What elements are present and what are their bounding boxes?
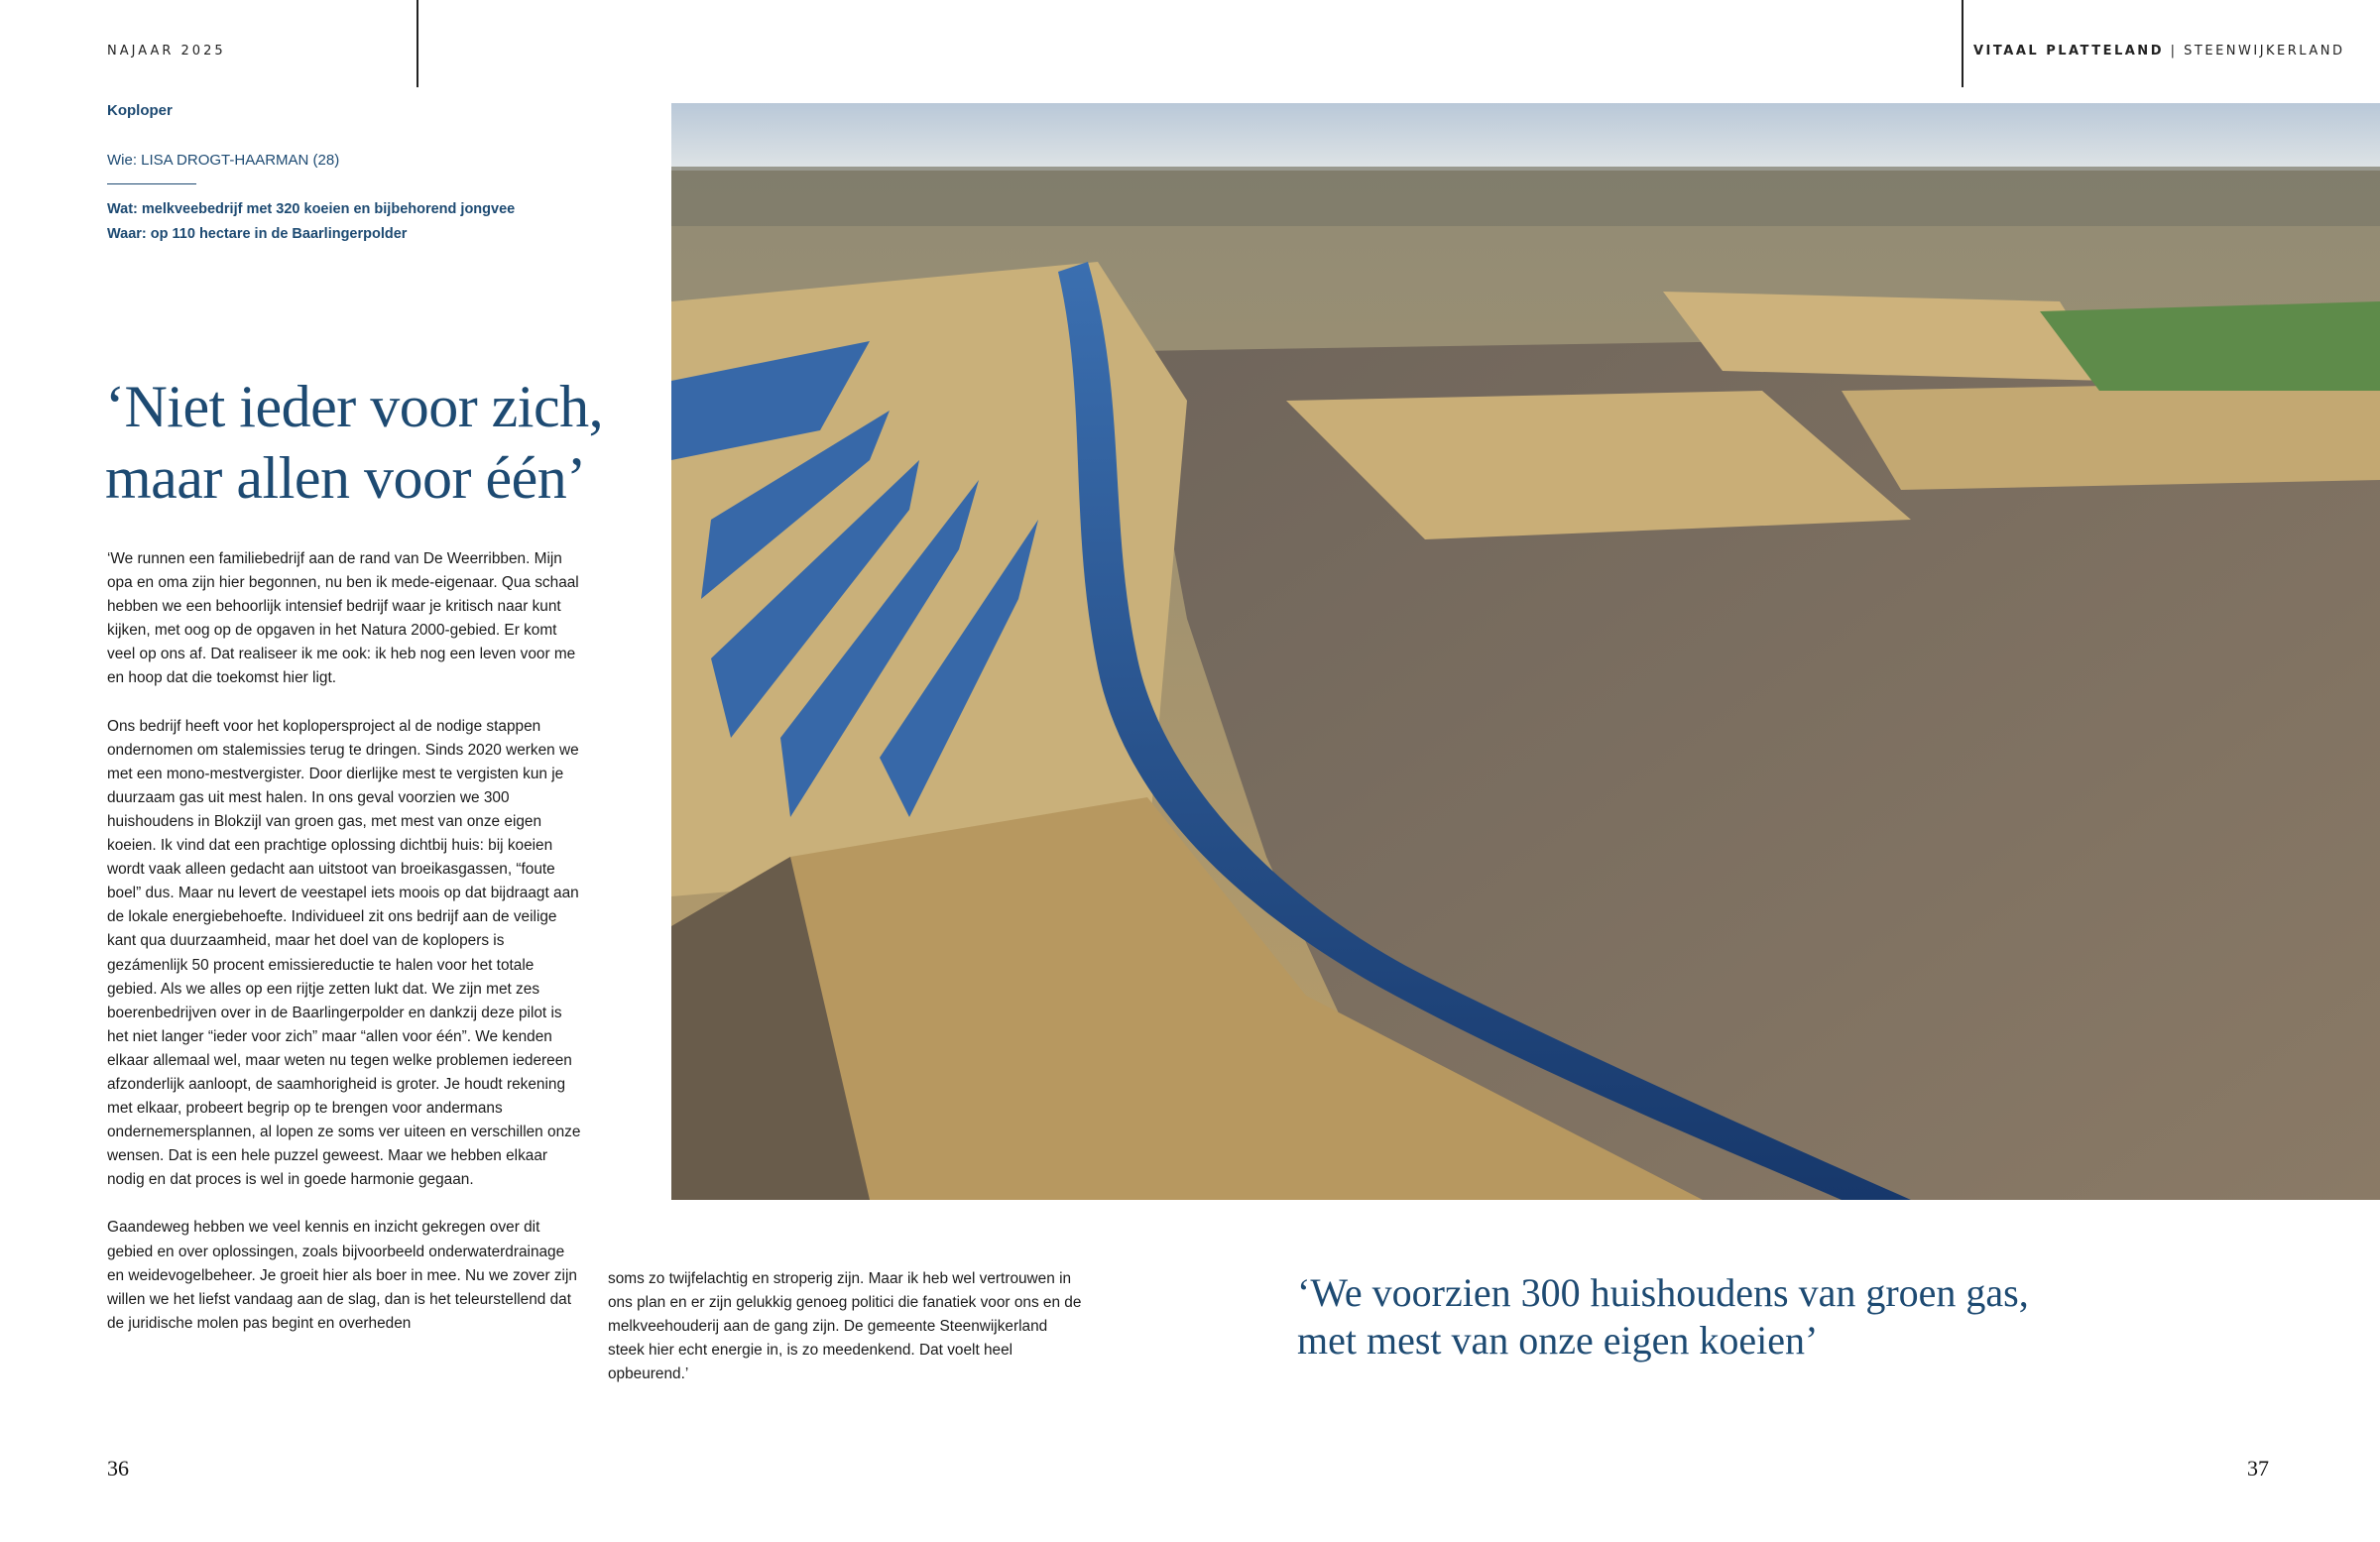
section-label: VITAAL PLATTELAND <box>1973 44 2164 59</box>
what-line: Wat: melkveebedrijf met 320 koeien en bijbehorend jongvee <box>107 201 516 217</box>
body-column-2 <box>608 1267 1084 1410</box>
body-paragraph-1: ‘We runnen een familiebedrijf aan de rand van De Weerribben. Mijn opa en oma zijn hier begonnen, nu ben ik mede-eigenaar. Qua schaal hebben we een behoorlijk intensief bedrijf waar je kritisch naar kunt kijken, met oog op de opgaven in het Natura 2000-gebied. Er komt veel op ons af. Dat realiseer ik me ook: ik heb nog een leven voor me en hoop dat die toekomst hier ligt. <box>107 550 579 687</box>
region-label: STEENWIJKERLAND <box>2184 44 2345 59</box>
pull-quote <box>1297 1269 2029 1364</box>
headline-line-2: maar allen voor één’ <box>105 445 586 511</box>
who-line: Wie: LISA DROGT-HAARMAN (28) <box>107 152 340 169</box>
body-paragraph-3: Gaandeweg hebben we veel kennis en inzicht gekregen over dit gebied en over oplossingen, zoals bijvoorbeeld onderwaterdrainage en weidevogelbeheer. Je groeit hier als boer in mee. Nu we zover zijn willen we het liefst vandaag aan de slag, dan is het teleurstellend dat de juridische molen pas begint en overheden <box>107 1219 577 1332</box>
meta-rule <box>107 183 196 184</box>
page-number-left: 36 <box>107 1456 129 1481</box>
section-separator: | <box>2170 44 2178 59</box>
pull-quote-line-2: met mest van onze eigen koeien’ <box>1297 1318 1819 1363</box>
headline-line-1: ‘Niet ieder voor zich, <box>105 374 604 439</box>
header-divider-right <box>1962 0 1964 87</box>
body-paragraph-4: soms zo twijfelachtig en stroperig zijn. Maar ik heb wel vertrouwen in ons plan en er zijn gelukkig genoeg politici die fanatiek voor ons en de melkveehouderij aan de gang zijn. De gemeente Steenwijkerland steek hier echt energie in, is zo meedenkend. Dat voelt heel opbeurend.’ <box>608 1270 1082 1383</box>
category-label: Koploper <box>107 102 173 119</box>
body-paragraph-2: Ons bedrijf heeft voor het koplopersproject al de nodige stappen ondernomen om stalemissies terug te dringen. Sinds 2020 werken we met een mono-mestvergister. Door dierlijke mest te vergisten kun je duurzaam gas uit mest halen. In ons geval voorzien we 300 huishoudens in Blokzijl van groen gas, met mest van onze eigen koeien. Ik vind dat een prachtige oplossing dichtbij huis: bij koeien wordt vaak alleen gedacht aan uitstoot van broeikasgassen, “foute boel” dus. Maar nu levert de veestapel iets moois op dat bijdraagt aan de lokale energiebehoefte. Individueel zit ons bedrijf aan de veilige kant qua duurzaamheid, maar het doel van de koplopers is gezámenlijk 50 procent emissiereductie te halen voor het totale gebied. Als we alles op een rijtje zetten lukt dat. We zijn met zes boerenbedrijven over in de Baarlingerpolder en dankzij deze pilot is het niet langer “ieder voor zich” maar “allen voor één”. We kenden elkaar allemaal wel, maar weten nu tegen welke problemen iedereen afzonderlijk aanloopt, de saamhorigheid is groter. Je houdt rekening met elkaar, probeert begrip op te brengen voor andermans ondernemersplannen, al lopen ze soms ver uiteen en verschillen onze wensen. Dat is een hele puzzel geweest. Maar we hebben elkaar nodig en dat proces is wel in goede harmonie gegaan. <box>107 717 581 1189</box>
issue-label: NAJAAR 2025 <box>107 44 226 59</box>
pull-quote-line-1: ‘We voorzien 300 huishoudens van groen gas, <box>1297 1270 2029 1315</box>
aerial-landscape-photo <box>671 103 2380 1200</box>
body-column-1 <box>107 547 583 1360</box>
headline <box>105 371 603 514</box>
section-header <box>1973 44 2344 59</box>
page-number-right: 37 <box>2247 1456 2269 1481</box>
header-divider-left <box>416 0 418 87</box>
where-line: Waar: op 110 hectare in de Baarlingerpolder <box>107 226 408 242</box>
